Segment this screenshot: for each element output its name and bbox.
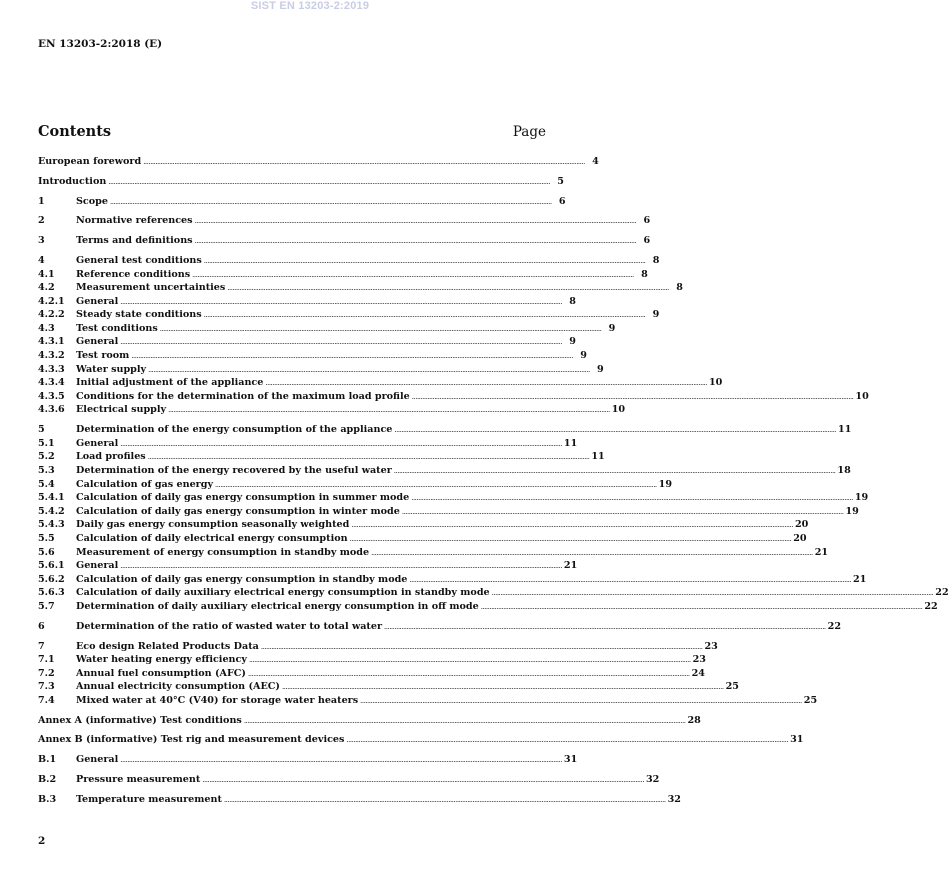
toc-entry-page: 4	[592, 156, 599, 167]
toc-entry[interactable]	[38, 295, 576, 310]
toc-entry-page: 28	[687, 714, 701, 726]
toc-entry-page: 8	[652, 254, 660, 266]
toc-entry-number: 7.2	[38, 667, 55, 679]
toc-leader-dots	[265, 379, 707, 387]
toc-entry-title: Calculation of daily gas energy consumption in summer mode	[76, 492, 410, 504]
toc-leader-dots	[120, 298, 562, 306]
toc-entry-number: 4.2	[38, 282, 55, 294]
toc-entry-title: Measurement of energy consumption in standby mode	[76, 546, 370, 558]
toc-entry[interactable]	[38, 681, 739, 695]
toc-leader-dots	[346, 736, 788, 744]
table-of-contents	[38, 156, 949, 807]
toc-entry[interactable]	[38, 654, 706, 668]
toc-leader-dots	[204, 311, 646, 319]
toc-entry-title: Reference conditions	[76, 268, 191, 280]
toc-entry-page: 9	[580, 350, 587, 362]
toc-leader-dots	[360, 697, 802, 705]
toc-entry-title: Daily gas energy consumption seasonally weighted	[76, 519, 350, 531]
toc-leader-dots	[350, 535, 792, 543]
toc-entry-number: 7.1	[38, 654, 55, 666]
toc-entry[interactable]	[38, 640, 718, 655]
toc-entry-number: 4.3.1	[38, 336, 65, 348]
toc-entry[interactable]	[38, 492, 869, 506]
toc-leader-dots	[261, 643, 703, 651]
toc-entry-page: 5	[557, 175, 564, 187]
toc-entry-title: Annex A (informative) Test conditions	[38, 714, 242, 726]
toc-entry-page: 9	[652, 309, 660, 321]
toc-entry-title: Steady state conditions	[76, 309, 202, 321]
toc-entry-title: General	[76, 754, 119, 766]
toc-entry-title: Calculation of daily gas energy consumption in standby mode	[76, 573, 408, 585]
toc-entry[interactable]	[38, 235, 651, 249]
toc-leader-dots	[120, 562, 562, 570]
toc-entry-page: 6	[643, 215, 651, 227]
toc-entry[interactable]	[38, 437, 578, 452]
toc-leader-dots	[168, 406, 610, 414]
toc-entry-number: 2	[38, 215, 45, 227]
toc-entry-page: 6	[643, 235, 651, 247]
toc-entry-number: B.1	[38, 754, 57, 766]
toc-leader-dots	[224, 796, 666, 804]
toc-entry-number: 5.6	[38, 546, 55, 558]
toc-leader-dots	[248, 670, 690, 678]
toc-leader-dots	[394, 467, 836, 475]
toc-entry-page: 21	[853, 573, 867, 585]
toc-entry[interactable]	[38, 694, 818, 709]
toc-entry-page: 23	[692, 654, 706, 666]
toc-leader-dots	[411, 494, 853, 502]
toc-entry-page: 32	[667, 793, 681, 805]
toc-entry[interactable]	[38, 505, 859, 520]
toc-entry[interactable]	[38, 465, 851, 479]
toc-entry-title: Calculation of daily auxiliary electrical energy consumption in standby mode	[76, 587, 490, 599]
toc-entry[interactable]	[38, 587, 949, 601]
toc-leader-dots	[384, 623, 826, 631]
toc-entry-title: Electrical supply	[76, 404, 167, 416]
toc-entry-title: General	[76, 560, 119, 572]
toc-entry-title: Water heating energy efficiency	[76, 654, 247, 666]
toc-leader-dots	[282, 683, 724, 691]
toc-entry[interactable]	[38, 195, 566, 210]
toc-entry-title: Measurement uncertainties	[76, 282, 226, 294]
toc-entry-page: 8	[676, 282, 683, 294]
toc-entry-title: Test conditions	[76, 322, 158, 334]
toc-entry-title: Normative references	[76, 215, 193, 227]
toc-leader-dots	[481, 603, 923, 611]
toc-entry-title: European foreword	[38, 156, 142, 167]
toc-leader-dots	[227, 284, 669, 292]
toc-entry-title: General	[76, 437, 119, 449]
toc-entry-page: 11	[838, 424, 852, 436]
toc-entry-number: 4.3.3	[38, 363, 65, 375]
toc-leader-dots	[409, 576, 851, 584]
toc-entry[interactable]	[38, 254, 660, 269]
toc-leader-dots	[148, 453, 590, 461]
toc-entry[interactable]	[38, 215, 651, 229]
toc-entry[interactable]	[38, 404, 626, 418]
toc-entry[interactable]	[38, 451, 605, 465]
toc-entry-number: 5.4.1	[38, 492, 65, 504]
toc-entry-page: 18	[837, 465, 851, 476]
toc-entry[interactable]	[38, 377, 723, 391]
toc-leader-dots	[215, 481, 657, 489]
toc-entry-page: 8	[641, 268, 648, 280]
toc-entry-page: 20	[793, 532, 807, 544]
toc-leader-dots	[120, 440, 562, 448]
toc-leader-dots	[148, 366, 590, 374]
toc-entry-page: 31	[563, 754, 578, 766]
toc-entry-number: 4.3.6	[38, 404, 65, 416]
toc-entry-number: 3	[38, 235, 45, 247]
toc-leader-dots	[143, 158, 585, 166]
toc-entry-title: Test room	[76, 350, 130, 362]
toc-entry[interactable]	[38, 546, 829, 561]
toc-entry-number: 4.3	[38, 322, 55, 334]
toc-entry-number: 5.3	[38, 465, 55, 476]
toc-entry[interactable]	[38, 532, 807, 547]
toc-leader-dots	[108, 178, 550, 186]
toc-entry[interactable]	[38, 620, 842, 635]
toc-entry[interactable]	[38, 754, 578, 768]
toc-entry-number: 4	[38, 254, 45, 266]
toc-leader-dots	[492, 589, 934, 597]
toc-entry-title: Calculation of gas energy	[76, 478, 214, 490]
toc-entry[interactable]	[38, 175, 564, 190]
toc-entry-number: 4.1	[38, 268, 55, 280]
toc-entry-number: 5.5	[38, 532, 55, 544]
toc-entry[interactable]	[38, 714, 701, 729]
toc-entry-title: Water supply	[76, 363, 147, 375]
toc-entry-page: 10	[709, 377, 723, 389]
toc-entry-title: Annual electricity consumption (AEC)	[76, 681, 280, 693]
toc-leader-dots	[249, 656, 691, 664]
toc-entry[interactable]	[38, 322, 616, 337]
toc-entry-number: 7.4	[38, 694, 55, 706]
toc-entry[interactable]	[38, 424, 852, 438]
toc-entry-title: Calculation of daily gas energy consumption in winter mode	[76, 505, 400, 517]
toc-entry-page: 6	[558, 195, 566, 207]
toc-entry-number: 4.3.4	[38, 377, 65, 389]
toc-entry-number: 4.2.1	[38, 295, 65, 307]
toc-entry[interactable]	[38, 519, 809, 533]
toc-entry-page: 10	[611, 404, 626, 416]
toc-entry[interactable]	[38, 350, 587, 364]
toc-entry-number: 5.6.1	[38, 560, 65, 572]
toc-leader-dots	[195, 237, 637, 245]
toc-entry-page: 22	[827, 620, 842, 632]
toc-leader-dots	[160, 325, 602, 333]
toc-entry-page: 31	[790, 734, 804, 746]
toc-leader-dots	[371, 549, 813, 557]
page-column-label: Page	[512, 124, 546, 140]
toc-entry-number: 5.4	[38, 478, 55, 490]
toc-entry-page: 23	[704, 640, 718, 652]
toc-entry-number: 5.2	[38, 451, 55, 463]
toc-entry-page: 21	[563, 560, 578, 572]
toc-entry[interactable]	[38, 390, 869, 405]
toc-leader-dots	[192, 271, 634, 279]
document-id: EN 13203-2:2018 (E)	[38, 38, 163, 50]
toc-entry[interactable]	[38, 573, 867, 588]
toc-entry-title: General	[76, 295, 119, 307]
toc-entry-number: 4.3.2	[38, 350, 65, 362]
toc-entry[interactable]	[38, 309, 660, 323]
toc-entry[interactable]	[38, 282, 683, 296]
toc-leader-dots	[244, 717, 686, 725]
toc-entry-number: B.3	[38, 793, 57, 805]
toc-entry-title: Scope	[76, 195, 108, 207]
toc-entry-title: General	[76, 336, 119, 348]
toc-entry-page: 9	[569, 336, 576, 348]
contents-heading: Contents	[38, 123, 112, 140]
toc-entry-page: 20	[794, 519, 809, 531]
toc-entry-title: Determination of the energy recovered by the useful water	[76, 465, 392, 476]
toc-entry-page: 21	[814, 546, 829, 558]
toc-entry[interactable]	[38, 336, 576, 350]
toc-entry-title: Eco design Related Products Data	[76, 640, 259, 652]
toc-entry-title: Determination of daily auxiliary electrical energy consumption in off mode	[76, 600, 479, 612]
toc-leader-dots	[202, 776, 644, 784]
toc-leader-dots	[412, 393, 854, 401]
toc-entry-number: 6	[38, 620, 45, 632]
toc-entry-title: Annex B (informative) Test rig and measurement devices	[38, 734, 345, 746]
toc-entry-title: Determination of the energy consumption of the appliance	[76, 424, 393, 436]
toc-leader-dots	[351, 521, 793, 529]
toc-entry-title: General test conditions	[76, 254, 202, 266]
page-number: 2	[38, 835, 46, 847]
toc-entry-page: 8	[569, 295, 576, 307]
toc-entry-title: Introduction	[38, 175, 107, 187]
toc-entry[interactable]	[38, 774, 660, 788]
toc-entry-title: Conditions for the determination of the maximum load profile	[76, 390, 410, 402]
toc-entry[interactable]	[38, 600, 938, 615]
toc-entry-page: 19	[845, 505, 859, 517]
toc-entry-title: Temperature measurement	[76, 793, 222, 805]
toc-entry-title: Initial adjustment of the appliance	[76, 377, 264, 389]
toc-entry[interactable]	[38, 478, 672, 493]
toc-entry-title: Terms and definitions	[76, 235, 193, 247]
toc-entry-title: Load profiles	[76, 451, 146, 463]
watermark: SIST EN 13203-2:2019	[250, 0, 370, 12]
toc-entry-page: 10	[855, 390, 869, 402]
toc-entry-number: B.2	[38, 774, 57, 785]
toc-leader-dots	[195, 217, 637, 225]
toc-entry-number: 4.2.2	[38, 309, 65, 321]
toc-entry[interactable]	[38, 734, 804, 748]
toc-entry-number: 5.6.3	[38, 587, 65, 599]
toc-entry[interactable]	[38, 793, 681, 808]
toc-entry-page: 24	[691, 667, 705, 679]
toc-entry-page: 25	[803, 694, 818, 706]
toc-entry-page: 9	[597, 363, 604, 375]
toc-entry-page: 32	[645, 774, 660, 785]
toc-entry-page: 11	[591, 451, 605, 463]
toc-leader-dots	[120, 338, 562, 346]
toc-entry-number: 1	[38, 195, 45, 207]
toc-entry-number: 5	[38, 424, 45, 436]
toc-entry-page: 11	[563, 437, 578, 449]
toc-entry-title: Determination of the ratio of wasted water to total water	[76, 620, 383, 632]
toc-entry[interactable]	[38, 560, 578, 574]
toc-leader-dots	[120, 756, 562, 764]
toc-entry-number: 5.4.3	[38, 519, 65, 531]
toc-leader-dots	[402, 508, 844, 516]
toc-entry[interactable]	[38, 156, 599, 170]
toc-entry-title: Mixed water at 40°C (V40) for storage water heaters	[76, 694, 359, 706]
toc-entry[interactable]	[38, 667, 705, 682]
toc-entry-number: 4.3.5	[38, 390, 65, 402]
toc-entry[interactable]	[38, 268, 648, 283]
toc-entry-page: 25	[725, 681, 739, 693]
toc-entry-number: 5.1	[38, 437, 55, 449]
toc-entry-title: Annual fuel consumption (AFC)	[76, 667, 246, 679]
toc-entry-number: 7.3	[38, 681, 55, 693]
toc-leader-dots	[110, 198, 552, 206]
toc-leader-dots	[394, 426, 836, 434]
toc-entry[interactable]	[38, 363, 604, 378]
toc-entry-number: 5.6.2	[38, 573, 65, 585]
toc-entry-number: 5.7	[38, 600, 55, 612]
toc-entry-page: 22	[935, 587, 949, 599]
toc-entry-page: 19	[658, 478, 672, 490]
toc-entry-page: 19	[854, 492, 869, 504]
toc-leader-dots	[131, 352, 573, 360]
toc-entry-page: 9	[608, 322, 616, 334]
toc-entry-page: 22	[924, 600, 938, 612]
toc-entry-title: Calculation of daily electrical energy consumption	[76, 532, 348, 544]
toc-entry-number: 5.4.2	[38, 505, 65, 517]
toc-entry-title: Pressure measurement	[76, 774, 201, 785]
toc-entry-number: 7	[38, 640, 45, 652]
toc-leader-dots	[204, 257, 646, 265]
